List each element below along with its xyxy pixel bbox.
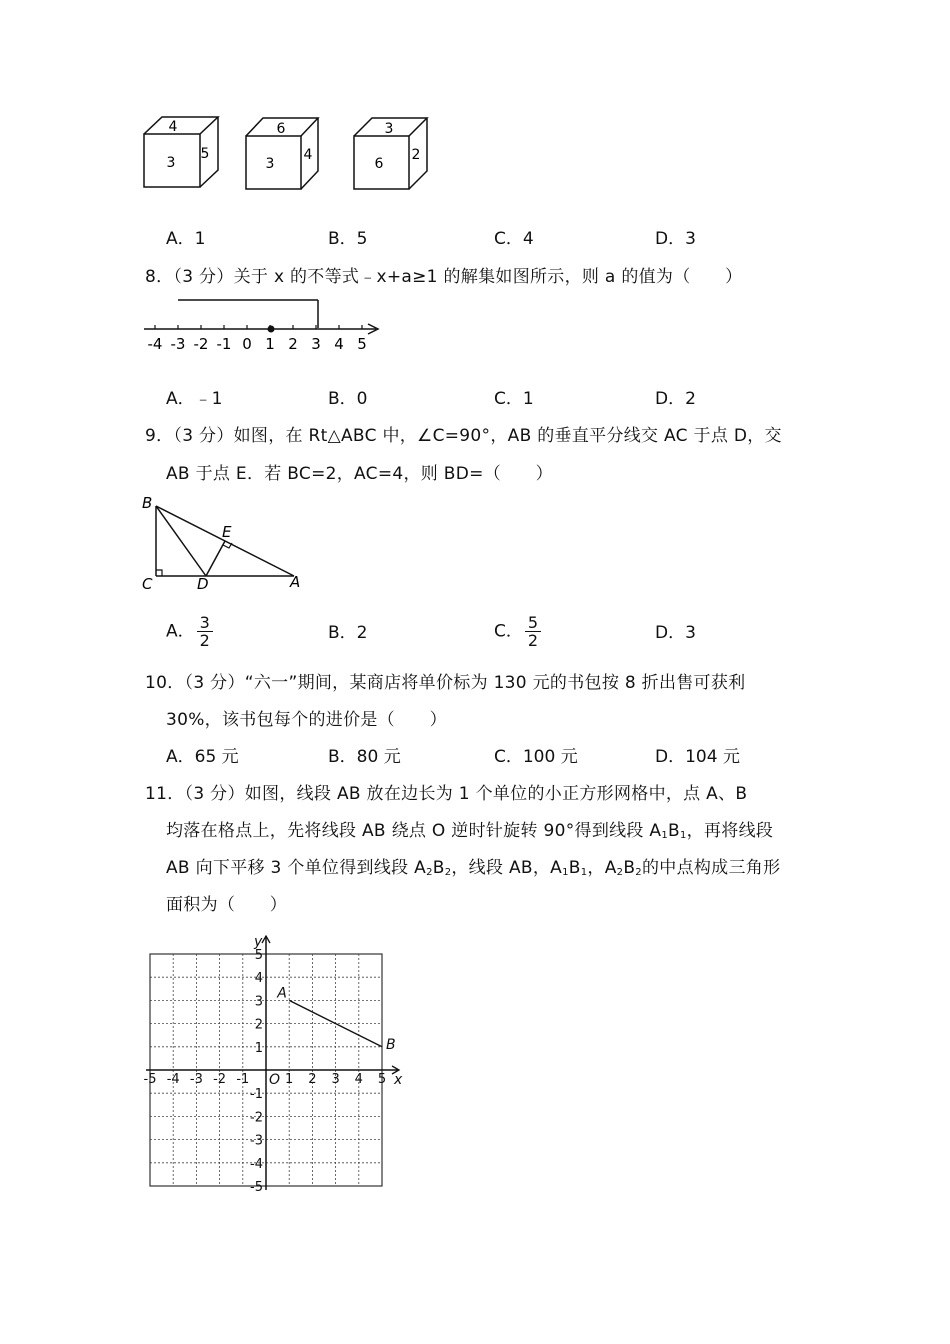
q10-option-c[interactable]: C．100 元	[494, 747, 578, 767]
label-d: D	[197, 575, 209, 593]
q9-option-c-fraction	[525, 614, 541, 649]
q7-option-d[interactable]: D．3	[655, 229, 696, 249]
q10-option-a[interactable]: A．65 元	[166, 747, 239, 767]
x-tick-label: -1	[236, 1072, 250, 1087]
y-tick-label: 3	[254, 994, 263, 1010]
point-b-label: B	[386, 1036, 396, 1053]
x-tick-label: -2	[213, 1072, 227, 1087]
q11-line3-mid: ，线段 AB，A	[451, 858, 563, 878]
tick-label: 3	[311, 335, 321, 353]
q9-option-a-prefix: A．	[166, 621, 195, 642]
q10-option-d[interactable]: D．104 元	[655, 747, 740, 767]
solid-point	[268, 326, 275, 333]
cube-2-front: 3	[265, 156, 275, 172]
q9-text-line1: 9．（3 分）如图，在 Rt△ABC 中，∠C=90°，AB 的垂直平分线交 AC 于点 D，交	[145, 426, 782, 446]
x-tick-label: -4	[166, 1072, 180, 1087]
y-tick-label: 5	[254, 948, 263, 963]
x-tick-label: 5	[377, 1072, 387, 1087]
q9-option-c[interactable]	[494, 614, 541, 649]
y-tick-label: 4	[254, 971, 263, 987]
cube-figures	[138, 112, 438, 194]
sub: 1	[680, 830, 687, 841]
cube-3-front: 6	[374, 156, 384, 172]
tick-label: -2	[193, 335, 209, 353]
letter-b: B	[668, 821, 680, 841]
tick-label: 1	[265, 335, 275, 353]
origin-label: O	[269, 1072, 281, 1088]
q11-text-line2	[166, 820, 773, 847]
x-axis-label: x	[394, 1072, 403, 1088]
q11-line3-post: 的中点构成三角形	[641, 858, 781, 878]
x-tick-label: 4	[354, 1072, 363, 1087]
y-tick-label: -4	[250, 1156, 263, 1172]
letter-b: B	[568, 858, 581, 878]
q8-option-b[interactable]: B．0	[328, 389, 368, 409]
q8-option-d[interactable]: D．2	[655, 389, 696, 409]
q9-option-a-fraction	[197, 614, 213, 649]
tick-label: 2	[288, 335, 298, 353]
cube-3-right: 2	[411, 147, 421, 163]
cube-1-front: 3	[166, 155, 176, 171]
label-b: B	[142, 494, 153, 512]
cube-3-top: 3	[384, 121, 394, 137]
y-tick-label: -3	[250, 1133, 263, 1149]
q8-option-a[interactable]: A．﹣1	[166, 389, 223, 409]
sub: 1	[580, 867, 588, 878]
q8-option-c[interactable]: C．1	[494, 389, 534, 409]
x-tick-label: 1	[285, 1072, 294, 1087]
y-tick-label: 1	[254, 1040, 263, 1056]
cube-2-right: 4	[303, 147, 313, 163]
y-tick-label: -5	[250, 1180, 263, 1195]
fraction-denominator: 2	[527, 631, 539, 650]
tick-label: 0	[242, 335, 252, 353]
coordinate-grid	[138, 920, 418, 1195]
x-tick-label: 2	[308, 1072, 317, 1087]
sub: 2	[635, 867, 642, 878]
sub: 1	[661, 830, 669, 841]
sub: 2	[426, 867, 433, 878]
q11-line2-pre: 均落在格点上，先将线段 AB 绕点 O 逆时针旋转 90°得到线段 A	[166, 821, 662, 841]
label-c: C	[142, 575, 153, 593]
q10-option-b[interactable]: B．80 元	[328, 747, 401, 767]
q9-option-a[interactable]	[166, 614, 213, 649]
tick-label: 4	[334, 335, 344, 353]
cube-2-top: 6	[276, 121, 286, 137]
y-tick-label: -1	[250, 1087, 263, 1103]
q7-option-b[interactable]: B．5	[328, 229, 368, 249]
q11-line3-pre: AB 向下平移 3 个单位得到线段 A	[166, 858, 427, 878]
q7-option-c[interactable]: C．4	[494, 229, 534, 249]
label-e: E	[222, 523, 232, 541]
cube-1-right: 5	[200, 146, 210, 162]
q7-option-a[interactable]: A．1	[166, 229, 206, 249]
label-a: A	[290, 573, 301, 591]
triangle-figure	[140, 490, 310, 595]
x-tick-label: 3	[331, 1072, 340, 1087]
q9-text-line2: AB 于点 E．若 BC=2，AC=4，则 BD=（ ）	[166, 464, 553, 484]
axes	[143, 936, 399, 1190]
letter-b: B	[623, 858, 636, 878]
tick-label: 5	[357, 335, 367, 353]
x-tick-label: -3	[189, 1072, 203, 1087]
sub: 2	[444, 867, 452, 878]
number-line	[140, 296, 390, 356]
q11-text-line4: 面积为（ ）	[166, 895, 288, 915]
sub: 2	[616, 867, 624, 878]
q10-text-line1: 10．（3 分）“六一”期间，某商店将单价标为 130 元的书包按 8 折出售可获利	[145, 673, 746, 693]
tick-label: -4	[147, 335, 163, 353]
y-axis-label: y	[254, 934, 263, 950]
tick-label: -1	[216, 335, 232, 353]
sub: 1	[562, 867, 569, 878]
fraction-numerator: 3	[197, 614, 213, 632]
q9-option-d[interactable]: D．3	[655, 623, 696, 643]
y-tick-label: 2	[254, 1017, 263, 1033]
axis-labels	[144, 934, 403, 1195]
fraction-numerator: 5	[525, 614, 541, 632]
point-a-label: A	[277, 985, 287, 1002]
q9-option-b[interactable]: B．2	[328, 623, 368, 643]
fraction-denominator: 2	[199, 631, 210, 650]
q11-line3-mid2: ，A	[587, 858, 617, 878]
q9-option-c-prefix: C．	[494, 621, 523, 642]
y-tick-label: -2	[250, 1110, 263, 1126]
q11-line2-post: ，再将线段	[686, 821, 774, 841]
q8-text: 8．（3 分）关于 x 的不等式﹣x+a≥1 的解集如图所示，则 a 的值为（ ）	[145, 267, 743, 287]
tick-label: -3	[170, 335, 186, 353]
x-tick-label: -5	[143, 1072, 157, 1087]
q10-text-line2: 30%，该书包每个的进价是（ ）	[166, 710, 447, 730]
letter-b: B	[432, 858, 445, 878]
q11-text-line1: 11．（3 分）如图，线段 AB 放在边长为 1 个单位的小正方形网格中，点 A、B	[145, 784, 748, 804]
cube-1-top: 4	[168, 119, 178, 135]
q11-text-line3	[166, 857, 780, 884]
